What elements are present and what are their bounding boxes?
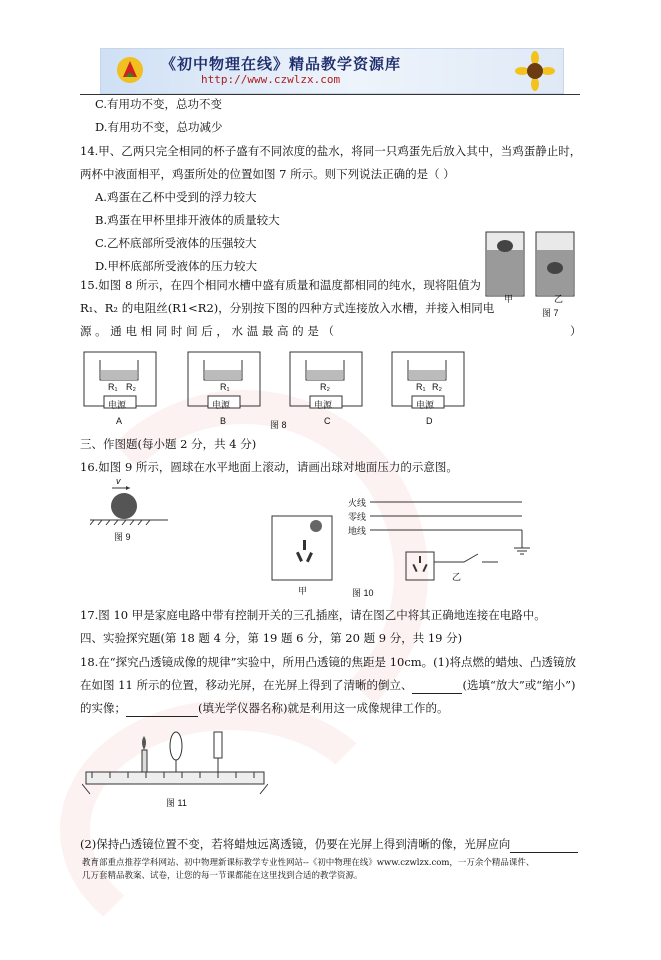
q14-option-c: C.乙杯底部所受液体的压强较大 — [95, 236, 257, 250]
q14-option-b: B.鸡蛋在甲杯里排开液体的质量较大 — [95, 213, 280, 227]
q18-part-2-text: (2)保持凸透镜位置不变，若将蜡烛远离透镜，仍要在光屏上得到清晰的像，光屏应向 — [80, 837, 511, 851]
q18-stem-2 — [80, 677, 575, 694]
fig9-velocity-label: v — [116, 476, 121, 486]
figure-9 — [90, 476, 170, 542]
fig11-optical-bench — [82, 724, 268, 796]
fig10-circuit — [268, 492, 540, 584]
fig8-r2-c: R₂ — [320, 382, 330, 392]
q18-stem-2-hint: (选填“放大”或“缩小”) — [462, 678, 576, 692]
q18-stem-3 — [80, 700, 448, 717]
fig8-r1-a: R₁ — [108, 382, 118, 392]
q14-stem-1: 14.甲、乙两只完全相同的杯子盛有不同浓度的盐水，将同一只鸡蛋先后放入其中，当鸡蛋静止时， — [80, 144, 582, 158]
figure-8 — [80, 342, 470, 432]
q15-stem-1: 15.如图 8 所示，在四个相同水槽中盛有质量和温度都相同的纯水，现将阻值为 — [80, 278, 481, 292]
fig8-circuits — [80, 342, 470, 414]
fig8-power-b: 电源 — [212, 400, 231, 410]
q15-stem-3: 源 。 通 电 相 同 时 间 后 ， 水 温 最 高 的 是 （ — [80, 324, 334, 338]
q18-stem-1: 18.在“探究凸透镜成像的规律”实验中，所用凸透镜的焦距是 10cm。(1)将点燃的蜡烛、凸透镜放 — [80, 655, 576, 669]
fig8-label-d: D — [426, 416, 433, 426]
fig8-power-c: 电源 — [314, 400, 333, 410]
q18-stem-2-text: 在如图 11 所示的位置，移动光屏，在光屏上得到了清晰的倒立、 — [80, 678, 413, 692]
header-banner — [100, 48, 564, 94]
q15-paren-close: ） — [570, 324, 582, 338]
q16-stem: 16.如图 9 所示，圆球在水平地面上滚动，请画出球对地面压力的示意图。 — [80, 460, 458, 474]
fig10-label-yi: 乙 — [452, 572, 462, 582]
fig8-label-c: C — [324, 416, 331, 426]
fig8-power-d: 电源 — [416, 400, 435, 410]
fig11-caption: 图 11 — [166, 798, 187, 808]
section-3-heading: 三、作图题(每小题 2 分，共 4 分) — [80, 437, 257, 451]
q15-stem-2: R₁、R₂ 的电阻丝(R1<R2)，分别按下图的四种方式连接放入水槽，并接入相同电 — [80, 301, 495, 315]
q18-blank-image-size[interactable] — [412, 677, 462, 694]
footer-line-1: 教育部重点推荐学科网站、初中物理新课标教学专业性网站--《初中物理在线》www.czwlzx.com，一万余个精品课件、 — [82, 858, 535, 868]
q14-option-a: A.鸡蛋在乙杯中受到的浮力较大 — [95, 190, 257, 204]
fig10-caption: 图 10 — [352, 588, 374, 598]
fig8-caption: 图 8 — [270, 420, 287, 430]
q13-option-d: D.有用功不变，总功减少 — [95, 120, 223, 134]
section-4-heading: 四、实验探究题(第 18 题 4 分，第 19 题 6 分，第 20 题 9 分，共 19 分) — [80, 631, 463, 645]
fig10-ground-wire-label: 地线 — [348, 526, 367, 536]
sunflower-icon — [515, 51, 555, 91]
q14-stem-2: 两杯中液面相平，鸡蛋所处的位置如图 7 所示。则下列说法正确的是（ ） — [80, 167, 455, 181]
q13-option-c: C.有用功不变，总功不变 — [95, 97, 223, 111]
q18-blank-instrument[interactable] — [126, 700, 198, 717]
q14-option-d: D.甲杯底部所受液体的压力较大 — [95, 259, 257, 273]
fig7-cups-image — [482, 228, 582, 306]
q18-stem-3-text: 的实像； — [80, 701, 126, 715]
q18-stem-3-hint: (填光学仪器名称)就是利用这一成像规律工作的。 — [198, 701, 449, 715]
fig10-neutral-wire-label: 零线 — [348, 512, 367, 522]
fig9-ball — [90, 482, 170, 526]
q18-part-2 — [80, 836, 578, 853]
fig10-fire-wire-label: 火线 — [348, 498, 367, 508]
fig10-label-jia: 甲 — [298, 586, 308, 596]
figure-11 — [82, 724, 268, 810]
fig9-caption: 图 9 — [114, 532, 131, 542]
footer-line-2: 几万套精品教案、试卷，让您的每一节课都能在这里找到合适的教学资源。 — [82, 871, 363, 881]
fig8-r2-d: R₂ — [432, 382, 442, 392]
logo-icon — [115, 55, 145, 85]
fig8-r1-d: R₁ — [416, 382, 426, 392]
q18-blank-direction[interactable] — [510, 836, 578, 853]
header-rule — [80, 94, 580, 95]
fig7-label-jia: 甲 — [504, 294, 514, 304]
fig8-label-b: B — [220, 416, 227, 426]
figure-7 — [482, 228, 582, 320]
fig7-label-yi: 乙 — [554, 294, 564, 304]
banner-title: 《初中物理在线》精品教学资源库 — [161, 55, 402, 73]
fig8-power-a: 电源 — [108, 400, 127, 410]
q17-stem: 17.图 10 甲是家庭电路中带有控制开关的三孔插座，请在图乙中将其正确地连接在电路中。 — [80, 608, 546, 622]
figure-10 — [268, 492, 540, 600]
fig8-label-a: A — [116, 416, 123, 426]
fig8-r1-b: R₁ — [220, 382, 230, 392]
fig7-caption: 图 7 — [542, 308, 559, 318]
fig8-r2-a: R₂ — [126, 382, 136, 392]
banner-url[interactable]: http://www.czwlzx.com — [201, 73, 341, 86]
